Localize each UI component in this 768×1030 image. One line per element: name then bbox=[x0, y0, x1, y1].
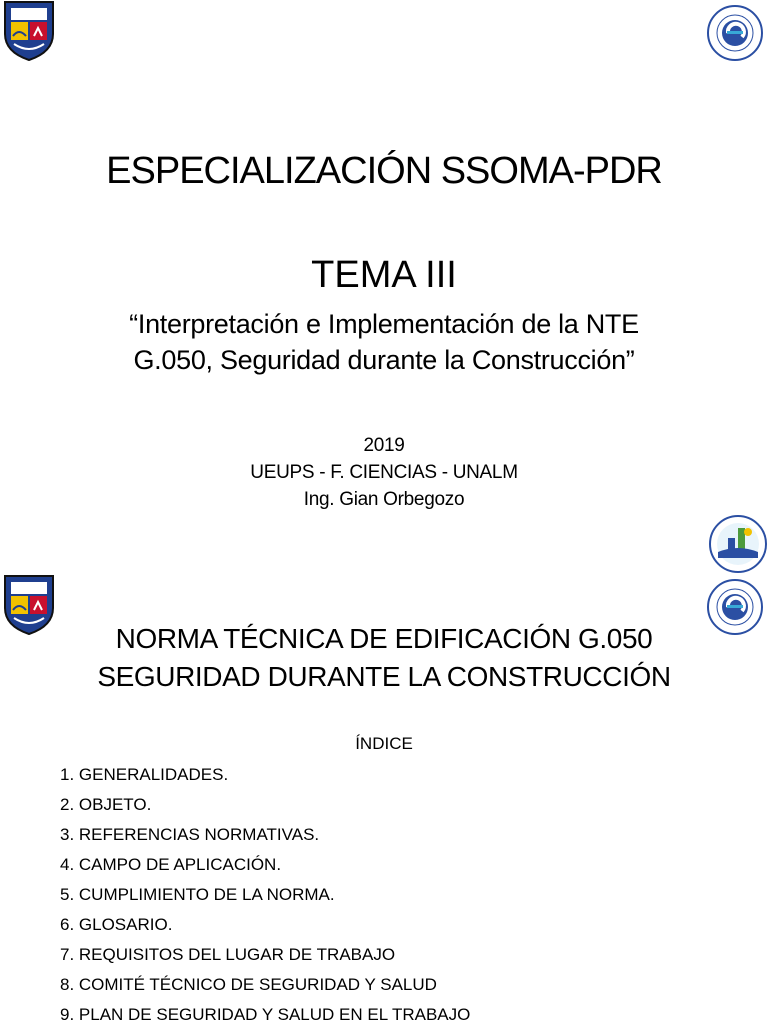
unalm-shield-logo bbox=[2, 0, 56, 67]
index-item: 3. REFERENCIAS NORMATIVAS. bbox=[60, 825, 320, 844]
year-label: 2019 bbox=[363, 435, 405, 456]
norm-title-line-2: SEGURIDAD DURANTE LA CONSTRUCCIÓN bbox=[97, 661, 671, 692]
index-item: 9. PLAN DE SEGURIDAD Y SALUD EN EL TRABAJO bbox=[60, 1005, 471, 1024]
ueups-seal-icon bbox=[708, 514, 768, 574]
norm-title bbox=[0, 620, 768, 696]
institution-label: UEUPS - F. CIENCIAS - UNALM bbox=[250, 462, 518, 483]
unalm-seal-icon bbox=[706, 4, 764, 62]
index-item: 8. COMITÉ TÉCNICO DE SEGURIDAD Y SALUD bbox=[60, 975, 437, 994]
course-meta bbox=[0, 432, 768, 513]
index-item: 1. GENERALIDADES. bbox=[60, 765, 229, 784]
subtitle-line-2: G.050, Seguridad durante la Construcción” bbox=[133, 345, 635, 375]
subtitle-line-1: “Interpretación e Implementación de la NTE bbox=[129, 309, 639, 339]
topic-number: TEMA III bbox=[311, 254, 457, 296]
unalm-ciencias-logo bbox=[706, 4, 764, 67]
index-item: 7. REQUISITOS DEL LUGAR DE TRABAJO bbox=[60, 945, 396, 964]
index-list bbox=[60, 760, 470, 1030]
index-item: 4. CAMPO DE APLICACIÓN. bbox=[60, 855, 282, 874]
topic-subtitle bbox=[0, 306, 768, 378]
norm-title-line-1: NORMA TÉCNICA DE EDIFICACIÓN G.050 bbox=[115, 623, 653, 654]
shield-icon bbox=[2, 0, 56, 62]
author-label: Ing. Gian Orbegozo bbox=[303, 489, 465, 510]
index-heading: ÍNDICE bbox=[355, 734, 413, 753]
index-item: 2. OBJETO. bbox=[60, 795, 152, 814]
index-item: 5. CUMPLIMIENTO DE LA NORMA. bbox=[60, 885, 335, 904]
slide-2 bbox=[0, 568, 768, 1024]
course-title: ESPECIALIZACIÓN SSOMA-PDR bbox=[106, 150, 662, 192]
index-item: 6. GLOSARIO. bbox=[60, 915, 173, 934]
